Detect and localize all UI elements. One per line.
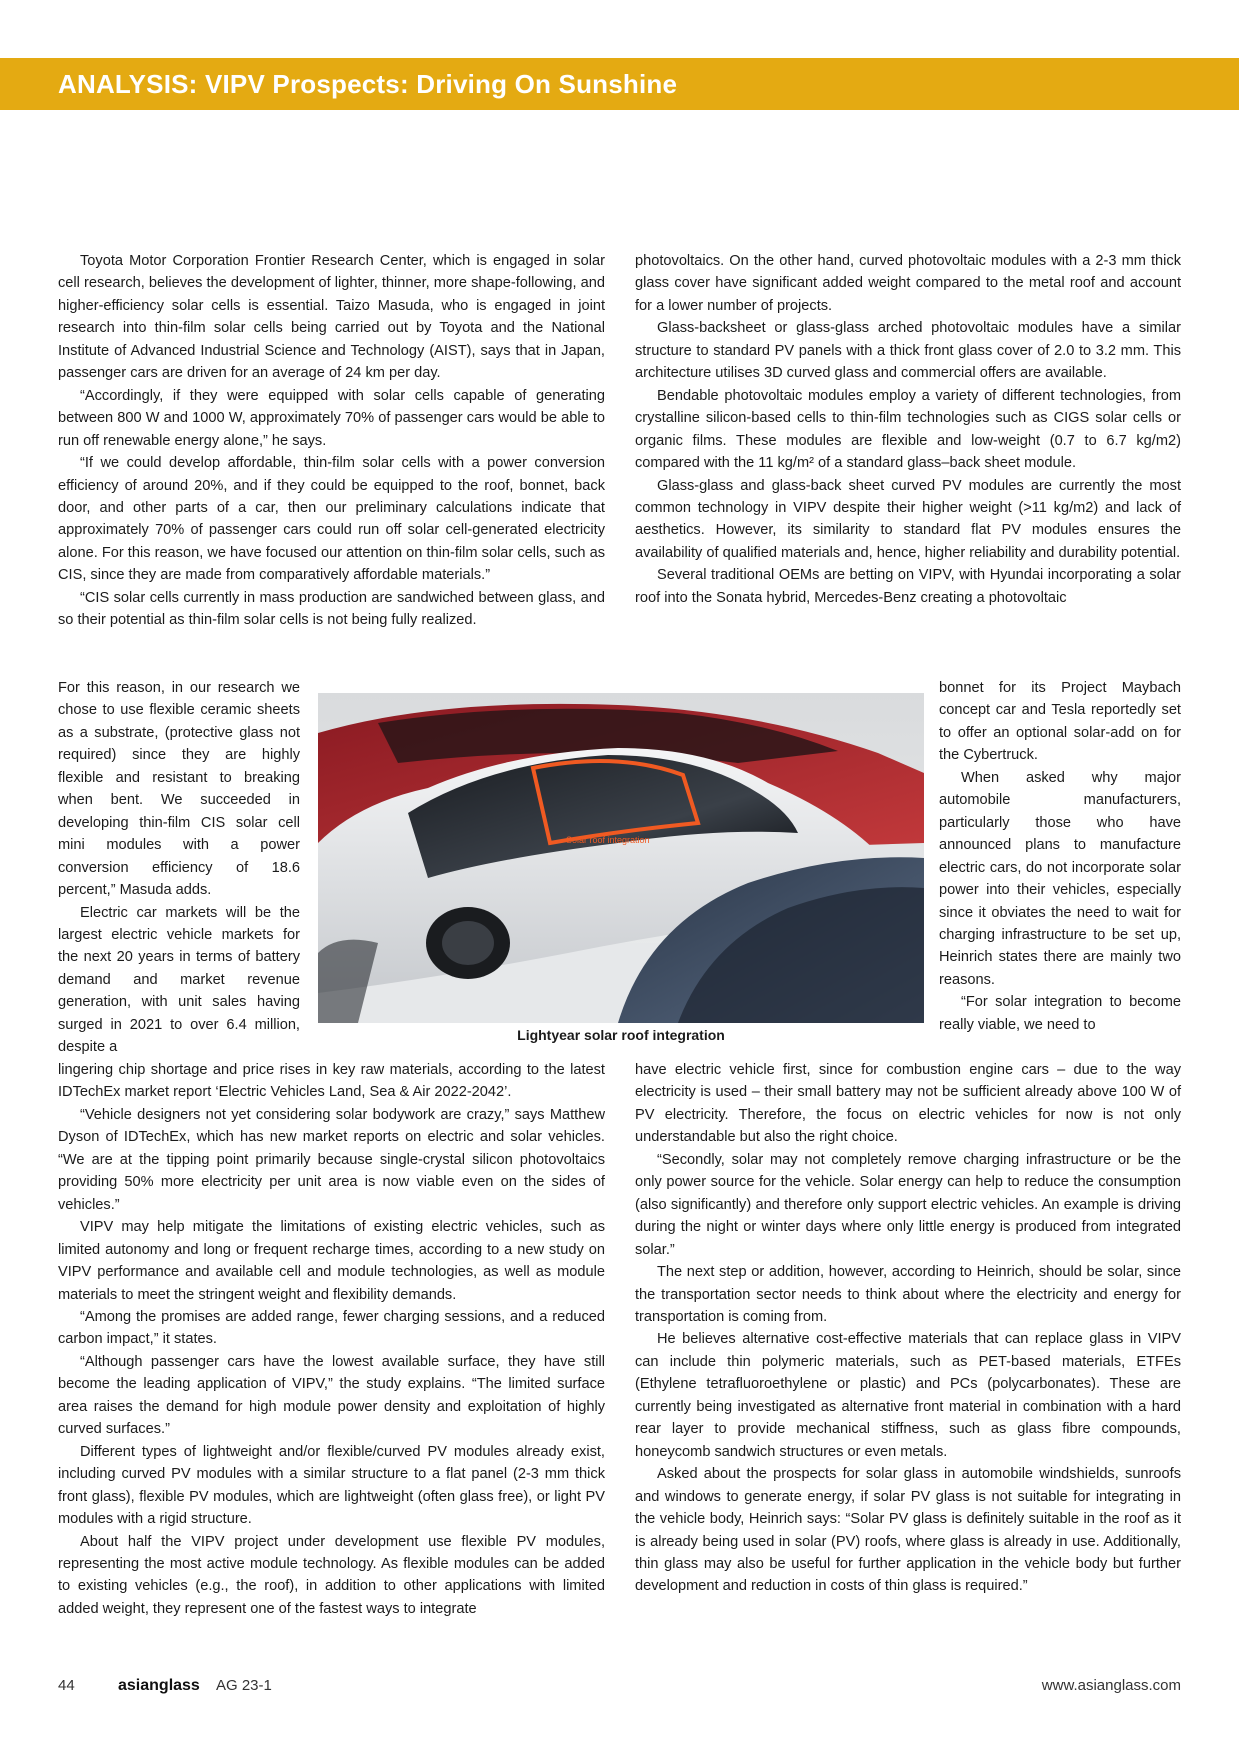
left-column-wrap: [58, 677, 300, 1059]
paragraph: “CIS solar cells currently in mass production are sandwiched between glass, and so their potential as thin-film solar cells is not being fully realized.: [58, 589, 605, 629]
paragraph: Asked about the prospects for solar glass in automobile windshields, sunroofs and windows to generate energy, if solar PV glass is not suitable for integrating in the vehicle body, Heinrich says: “Solar PV glass is definitely suitable in the roof as it is already being used in solar (PV) roofs, where glass is already in use. Additionally, thin glass may also be useful for further application in the vehicle body but further development and reduction in costs of thin glass is required.”: [635, 1466, 1181, 1595]
paragraph: Several traditional OEMs are betting on VIPV, with Hyundai incorporating a solar roof into the Sonata hybrid, Mercedes-Benz creating a photovoltaic: [635, 567, 1181, 606]
paragraph: Toyota Motor Corporation Frontier Research Center, which is engaged in solar cell research, believes the development of lighter, thinner, more shape-following, and higher-efficiency solar cells is essential. Taizo Masuda, who is engaged in joint research into thin-film solar cells being carried out by Toyota and the National Institute of Advanced Industrial Science and Technology (AIST), says that in Japan, passenger cars are driven for an average of 24 km per day.: [58, 253, 605, 382]
paragraph: About half the VIPV project under development use flexible PV modules, representing the most active module technology. As flexible modules can be added to existing vehicles (e.g., the roof), in addition to other applications with limited added weight, they represent one of the fastest ways to integrate: [58, 1533, 605, 1617]
paragraph: “For solar integration to become really viable, we need to: [939, 994, 1181, 1033]
right-column-top: [635, 250, 1181, 609]
paragraph: VIPV may help mitigate the limitations of existing electric vehicles, such as limited autonomy and long or frequent recharge times, according to a new study on VIPV performance and available cell and module technologies, as well as module materials to meet the stringent weight and flexibility demands.: [58, 1219, 605, 1303]
header-banner: [0, 58, 1239, 110]
paragraph: “If we could develop affordable, thin-film solar cells with a power conversion efficiency of around 20%, and if they could be equipped to the roof, bonnet, back door, and other parts of a car, then our preliminary calculations indicate that approximately 70% of passenger cars could run off solar cell-generated electricity alone. For this reason, we have focused our attention on thin-film solar cells, such as CIS, since they are made from comparatively affordable materials.”: [58, 455, 605, 584]
website-link[interactable]: www.asianglass.com: [1041, 1677, 1181, 1694]
right-column-bottom: [635, 1059, 1181, 1598]
paragraph: Glass-glass and glass-back sheet curved PV modules are currently the most common technology in VIPV despite their higher weight (>11 kg/m2) and lack of aesthetics. However, its similarity to standard flat PV modules ensures the availability of qualified materials and, hence, higher reliability and durability potential.: [635, 477, 1181, 561]
issue-label: AG 23-1: [216, 1677, 272, 1694]
paragraph-continuation: For this reason, in our research we chose to use flexible ceramic sheets as a substrate, (protective glass not required) since they are highly flexible and resistant to breaking when bent. We succeeded in developing thin-film CIS solar cell mini modules with a power conversion efficiency of 18.6 percent,” Masuda adds.: [58, 680, 300, 899]
paragraph: He believes alternative cost-effective materials that can replace glass in VIPV can include thin polymeric materials, such as PET-based materials, ETFEs (Ethylene tetrafluoroethylene or plastic) and PCs (polycarbonates). These are currently being investigated as alternative front material in combination with a hard rear layer to provide mechanical stiffness, such as glass fibre compounds, honeycomb sandwich structures or even metals.: [635, 1331, 1181, 1460]
paragraph: “Accordingly, if they were equipped with solar cells capable of generating between 800 W and 1000 W, approximately 70% of passenger cars would be able to run off renewable energy alone,” he says.: [58, 387, 605, 449]
sticker-text: Solar roof integration: [566, 835, 650, 845]
paragraph: “Although passenger cars have the lowest available surface, they have still become the leading application of VIPV,” the study explains. “The limited surface area raises the demand for high module power density and exploitation of highly curved surfaces.”: [58, 1353, 605, 1438]
car-photo: [318, 693, 924, 1023]
paragraph: When asked why major automobile manufacturers, particularly those who have announced plans to manufacture electric cars, do not incorporate solar power into their vehicles, especially since it obviates the need to wait for charging infrastructure to be set up, Heinrich states there are mainly two reasons.: [939, 769, 1181, 988]
article-title: ANALYSIS: VIPV Prospects: Driving On Sunshine: [58, 69, 678, 99]
figure-caption: Lightyear solar roof integration: [517, 1027, 725, 1043]
page-number: 44: [58, 1677, 75, 1694]
paragraph: Bendable photovoltaic modules employ a variety of different technologies, from crystalline silicon-based cells to thin-film technologies such as CIGS solar cells or organic films. These modules are flexible and low-weight (0.7 to 6.7 kg/m2) compared with the 11 kg/m² of a standard glass–back sheet module.: [635, 387, 1181, 472]
left-column-top: [58, 250, 605, 632]
paragraph: Glass-backsheet or glass-glass arched photovoltaic modules have a similar structure to standard PV panels with a thick front glass cover of 2.0 to 3.2 mm. This architecture utilises 3D curved glass and commercial offers are available.: [635, 320, 1181, 382]
magazine-brand: asianglass: [118, 1677, 200, 1694]
paragraph-continuation: lingering chip shortage and price rises in key raw materials, according to the latest IDTechEx market report ‘Electric Vehicles Land, Sea & Air 2022-2042’.: [58, 1062, 605, 1101]
paragraph: “Vehicle designers not yet considering solar bodywork are crazy,” says Matthew Dyson of IDTechEx, which has new market reports on electric and solar vehicles. “We are at the tipping point primarily because single-crystal silicon photovoltaics providing 50% more electricity per unit area is now viable even on the sides of vehicles.”: [58, 1106, 605, 1213]
paragraph-continuation: photovoltaics. On the other hand, curved photovoltaic modules with a 2-3 mm thick glass cover have significant added weight compared to the metal roof and account for a lower number of projects.: [635, 253, 1181, 314]
paragraph: Different types of lightweight and/or flexible/curved PV modules already exist, including curved PV modules with a similar structure to a flat panel (2-3 mm thick front glass), flexible PV modules, which are lightweight (often glass free), or light PV modules with a rigid structure.: [58, 1443, 605, 1528]
left-column-bottom: [58, 1059, 605, 1620]
paragraph: “Secondly, solar may not completely remove charging infrastructure or be the only power source for the vehicle. Solar energy can help to reduce the consumption (also significantly) and therefore only support electric vehicles. An example is driving during the night or winter days where only little energy is produced from integrated solar.”: [635, 1151, 1181, 1258]
paragraph: Electric car markets will be the largest electric vehicle markets for the next 20 years in terms of battery demand and market revenue generation, with unit sales having surged in 2021 to over 6.4 million, despite a: [58, 904, 300, 1056]
paragraph-continuation: have electric vehicle first, since for combustion engine cars – due to the way electricity is used – their small battery may not be sufficient already above 100 W of PV electricity. Therefore, the focus on electric vehicles for now is not only understandable but also the right choice.: [635, 1062, 1181, 1146]
right-column-wrap: [939, 677, 1181, 1036]
paragraph-continuation: bonnet for its Project Maybach concept car and Tesla reportedly set to offer an optional solar-add on for the Cybertruck.: [939, 680, 1181, 764]
solar-roof-car-illustration: [318, 693, 924, 1023]
paragraph: The next step or addition, however, according to Heinrich, should be solar, since the transportation sector needs to think about where the electricity and energy for transportation is coming from.: [635, 1264, 1181, 1325]
paragraph: “Among the promises are added range, fewer charging sessions, and a reduced carbon impact,” it states.: [58, 1308, 605, 1348]
